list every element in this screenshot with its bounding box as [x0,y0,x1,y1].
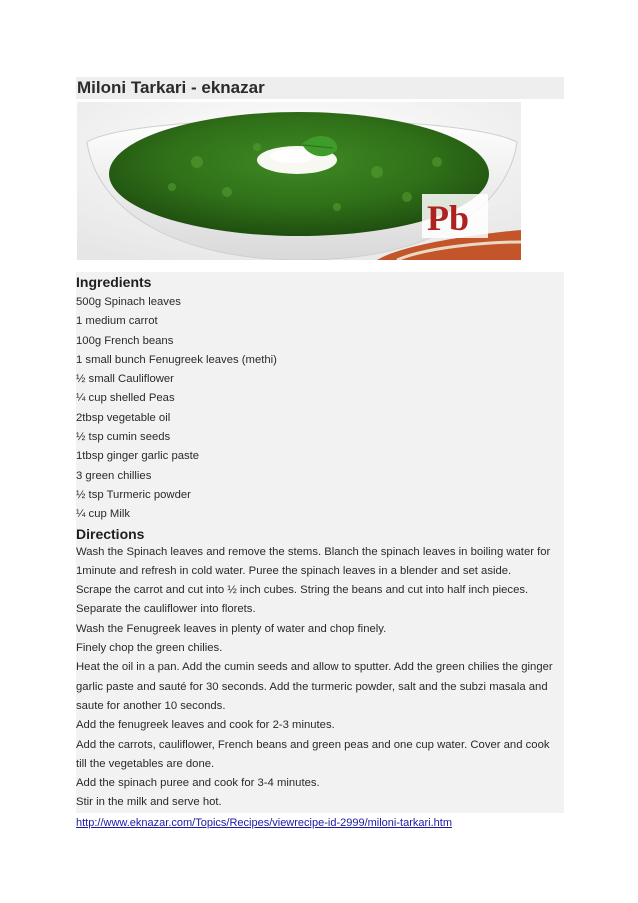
ingredient-item: ½ small Cauliflower [76,373,174,386]
ingredient-item: 1 small bunch Fenugreek leaves (methi) [76,353,277,366]
ingredient-item: 1tbsp ginger garlic paste [76,450,200,463]
direction-line: Heat the oil in a pan. Add the cumin seeds and allow to sputter. Add the green chilies the ginger [76,661,553,674]
ingredient-item: ½ tsp Turmeric powder [76,488,191,501]
direction-list [76,543,564,813]
ingredient-item: ¼ cup Milk [76,508,130,521]
ingredient-list [76,293,564,525]
direction-line: till the vegetables are done. [76,757,215,770]
ingredients-heading: Ingredients [76,274,152,290]
ingredients-section [76,272,564,525]
direction-line: Wash the Fenugreek leaves in plenty of water and chop finely. [76,622,387,635]
direction-line: Add the fenugreek leaves and cook for 2-3 minutes. [76,719,335,732]
ingredient-item: ¼ cup shelled Peas [76,392,175,405]
direction-line: Wash the Spinach leaves and remove the stems. Blanch the spinach leaves in boiling water for [76,545,551,558]
direction-line: Add the carrots, cauliflower, French beans and green peas and one cup water. Cover and cook [76,738,550,751]
svg-text:Pb: Pb [427,198,470,238]
directions-heading: Directions [76,525,145,542]
recipe-page [76,77,564,831]
dish-photo [77,102,521,260]
directions-section [76,525,564,813]
direction-line: saute for another 10 seconds. [76,699,226,712]
direction-line: Add the spinach puree and cook for 3-4 minutes. [76,777,320,790]
direction-line: Separate the cauliflower into florets. [76,603,256,616]
direction-line: Finely chop the green chilies. [76,642,223,655]
pb-logo [422,194,488,238]
direction-line: 1minute and refresh in cold water. Puree the spinach leaves in a blender and set aside. [76,564,512,577]
source-link[interactable]: http://www.eknazar.com/Topics/Recipes/viewrecipe-id-2999/miloni-tarkari.htm [76,816,452,829]
recipe-title: Miloni Tarkari - eknazar [76,77,564,99]
direction-line: Stir in the milk and serve hot. [76,796,222,809]
ingredient-item: 3 green chillies [76,469,152,482]
ingredient-item: 500g Spinach leaves [76,296,181,308]
direction-line: Scrape the carrot and cut into ½ inch cubes. String the beans and cut into half inch pieces. [76,584,529,597]
dish-illustration [77,102,521,260]
ingredient-item: 2tbsp vegetable oil [76,411,171,424]
direction-line: garlic paste and sauté for 30 seconds. Add the turmeric powder, salt and the subzi masala and [76,680,548,693]
ingredient-item: ½ tsp cumin seeds [76,431,171,444]
ingredient-item: 1 medium carrot [76,315,158,328]
ingredient-item: 100g French beans [76,334,174,347]
